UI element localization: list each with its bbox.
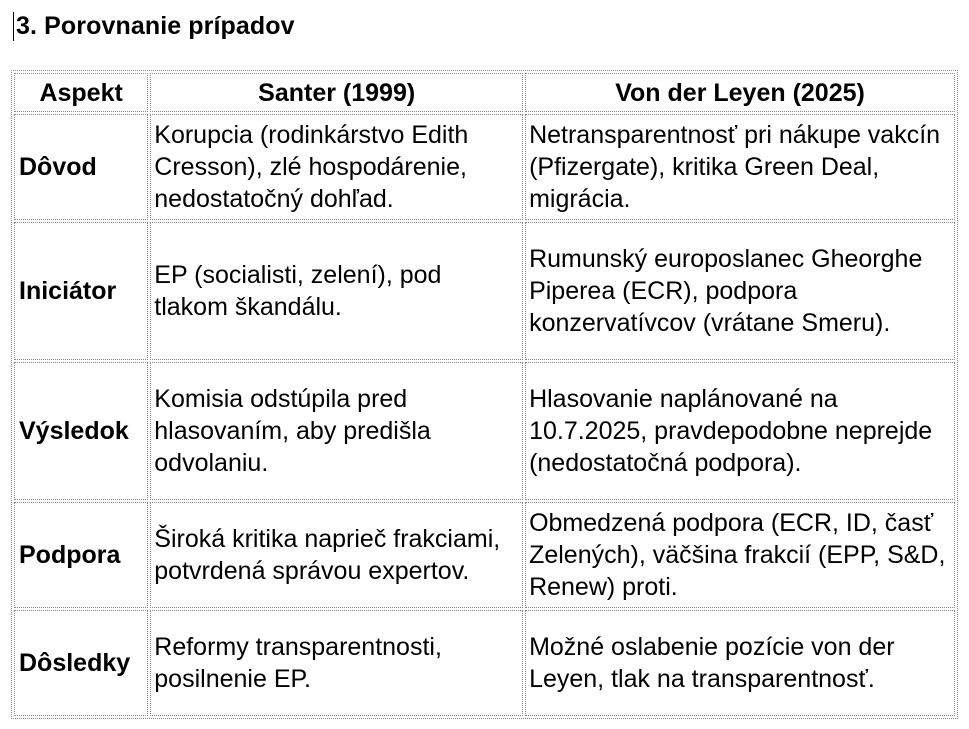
table-row <box>14 610 955 716</box>
santer-cell: EP (socialisti, zelení), pod tlakom škandálu. <box>150 222 523 360</box>
header-santer: Santer (1999) <box>150 73 523 112</box>
von-der-leyen-cell: Hlasovanie naplánované na 10.7.2025, pravdepodobne neprejde (nedostatočná podpora). <box>525 362 955 500</box>
header-von-der-leyen: Von der Leyen (2025) <box>525 73 955 112</box>
santer-cell: Komisia odstúpila pred hlasovaním, aby predišla odvolaniu. <box>150 362 523 500</box>
santer-cell: Reformy transparentnosti, posilnenie EP. <box>150 610 523 716</box>
row-aspect-cell: Dôvod <box>14 114 148 220</box>
table-row <box>14 362 955 500</box>
von-der-leyen-cell: Obmedzená podpora (ECR, ID, časť Zelených), väčšina frakcií (EPP, S&D, Renew) proti. <box>525 502 955 608</box>
comparison-table <box>11 70 958 719</box>
table-header-row <box>14 73 955 112</box>
row-aspect-cell: Dôsledky <box>14 610 148 716</box>
von-der-leyen-cell: Netransparentnosť pri nákupe vakcín (Pfizergate), kritika Green Deal, migrácia. <box>525 114 955 220</box>
section-title: 3. Porovnanie prípadov <box>16 12 295 40</box>
table-row <box>14 502 955 608</box>
row-aspect-cell: Iniciátor <box>14 222 148 360</box>
von-der-leyen-cell: Rumunský europoslanec Gheorghe Piperea (ECR), podpora konzervatívcov (vrátane Smeru). <box>525 222 955 360</box>
santer-cell: Široká kritika naprieč frakciami, potvrdená správou expertov. <box>150 502 523 608</box>
von-der-leyen-cell: Možné oslabenie pozície von der Leyen, tlak na transparentnosť. <box>525 610 955 716</box>
text-cursor <box>13 12 14 41</box>
table-row <box>14 114 955 220</box>
row-aspect-cell: Výsledok <box>14 362 148 500</box>
header-aspect: Aspekt <box>14 73 148 112</box>
santer-cell: Korupcia (rodinkárstvo Edith Cresson), zlé hospodárenie, nedostatočný dohľad. <box>150 114 523 220</box>
table-row <box>14 222 955 360</box>
row-aspect-cell: Podpora <box>14 502 148 608</box>
